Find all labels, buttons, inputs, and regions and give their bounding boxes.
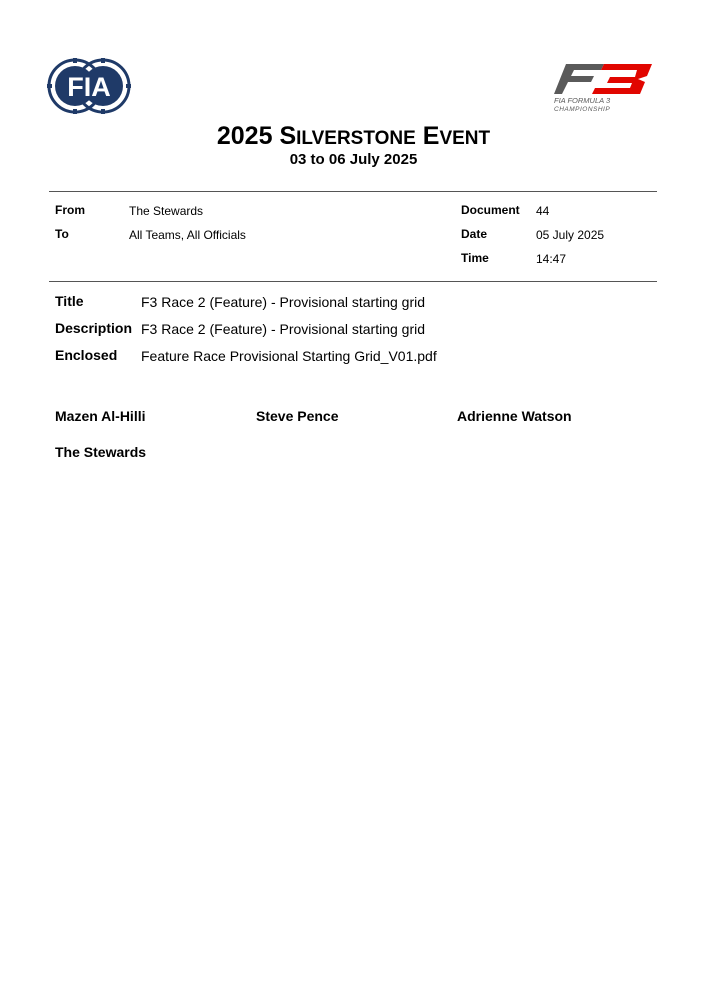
f3-logo-line1: FIA FORMULA 3: [554, 96, 611, 105]
event-name-word: EVENT: [422, 122, 491, 150]
document-value: 44: [536, 204, 550, 218]
description-value: F3 Race 2 (Feature) - Provisional starting grid: [141, 321, 425, 337]
from-label: From: [55, 203, 85, 217]
f3-championship-logo-icon: [552, 60, 656, 112]
description-label: Description: [55, 320, 133, 336]
steward-name: Adrienne Watson: [457, 408, 572, 424]
document-label: Document: [461, 203, 520, 217]
to-value: All Teams, All Officials: [129, 228, 246, 242]
enclosed-label: Enclosed: [55, 347, 118, 363]
event-dates: 03 to 06 July 2025: [289, 151, 418, 168]
time-label: Time: [461, 251, 489, 265]
f3-logo-line2: CHAMPIONSHIP: [554, 106, 611, 112]
event-year: 2025: [216, 122, 273, 150]
stewards-signoff: The Stewards: [55, 444, 147, 460]
event-name-word: SILVERSTONE: [279, 122, 416, 150]
to-label: To: [55, 227, 69, 241]
date-label: Date: [461, 227, 488, 241]
divider-bottom: [49, 281, 657, 282]
title-label: Title: [55, 293, 84, 309]
divider-top: [49, 191, 657, 192]
enclosed-attachment[interactable]: Feature Race Provisional Starting Grid_V01.pdf: [141, 348, 437, 364]
title-value: F3 Race 2 (Feature) - Provisional starting grid: [141, 294, 425, 310]
event-title: [0, 122, 707, 151]
steward-name: Mazen Al-Hilli: [55, 408, 146, 424]
from-value: The Stewards: [129, 204, 204, 218]
fia-logo-text: FIA: [67, 72, 111, 102]
time-value: 14:47: [536, 252, 567, 266]
steward-name: Steve Pence: [256, 408, 339, 424]
date-value: 05 July 2025: [536, 228, 605, 242]
event-name: [279, 122, 490, 150]
fia-logo-icon: [47, 58, 131, 114]
